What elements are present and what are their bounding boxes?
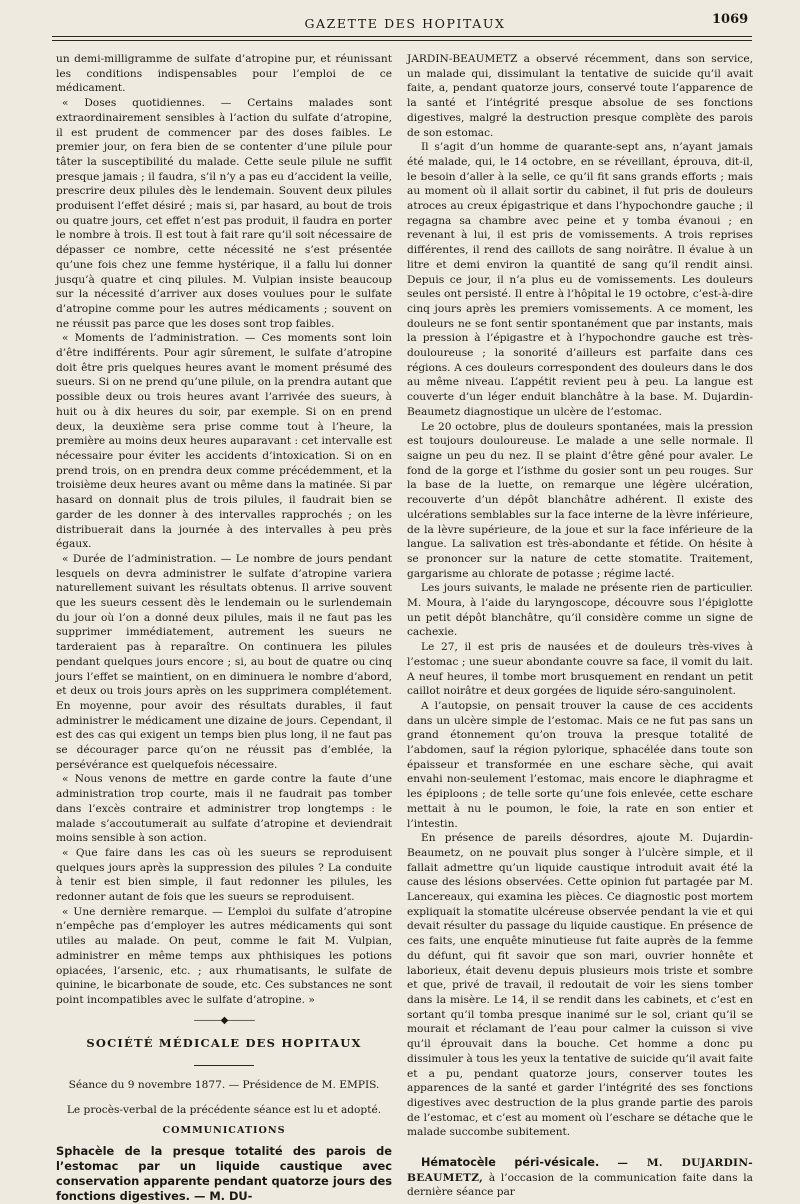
paragraph-duree: « Durée de l’administration. — Le nombre de jours pendant lesquels on devra administrer le sulfate d’atropine variera naturellement suivant les résultats obtenus. Il arrive souvent que les sueurs cessent dès le lendemain ou le surlendemain du jour où l’on a donné deux pilules, mais il ne faut pas les supprimer immédiatement, autrement les sueurs ne tarderaient pas à reparaître. On continuera les pilules pendant quelques jours encore ; si, au bout de quatre ou cinq jours l’effet se maintient, on en diminuera le nombre d’abord, et deux ou trois jours après on les supprimera complétement. En moyenne, pour avoir des résultats durables, il faut administrer le médicament une dizaine de jours. Cependant, il est des cas qui exigent un temps bien plus long, il ne faut pas se décourager parce qu’on ne réussit pas d’emblée, la persévérance est quelquefois nécessaire. xyxy=(56,552,392,771)
paragraph: Il s’agit d’un homme de quarante-sept ans, n’ayant jamais été malade, qui, le 14 octobre, en se réveillant, éprouva, dit-il, le besoin d’aller à la selle, ce qu’il fit sans grands efforts ; mais au moment où il allait sortir du cabinet, il fut pris de douleurs atroces au creux épigastrique et dans l’hypochondre gauche ; il regagna sa chambre avec peine et y tomba évanoui ; en revenant à lui, il est pris de vomissements. A trois reprises différentes, il rend des caillots de sang noirâtre. Il évalue à un litre et demi environ la quantité de sang qu’il rendit ainsi. Depuis ce jour, il n’a plus eu de vomissements. Les douleurs seules ont persisté. Il entre à l’hôpital le 19 octobre, c’est-à-dire cinq jours après les premiers vomissements. A ce moment, les douleurs ne se font sentir spontanément que par instants, mais la pression à l’épigastre et à l’hypochondre gauche est très-douloureuse ; la sonorité d’ailleurs est parfaite dans ces régions. A ces douleurs correspondent des douleurs dans le dos au même niveau. L’appétit revient peu à peu. La langue est couverte d’un léger enduit blanchâtre à la base. M. Dujardin-Beaumetz diagnostique un ulcère de l’estomac. xyxy=(407,141,753,418)
article-title: Sphacèle de la presque totalité des parois de l’estomac par un liquide caustique avec conservation apparente pendant quatorze jours des fonctions digestives. — M. DU- xyxy=(56,1144,392,1204)
article2-paragraph xyxy=(407,1156,753,1200)
session-line: Séance du 9 novembre 1877. — Présidence de M. EMPIS. xyxy=(68,1079,380,1092)
header-rule-double xyxy=(52,40,752,41)
society-title: SOCIÉTÉ MÉDICALE DES HOPITAUX xyxy=(86,1036,362,1051)
left-column xyxy=(56,52,392,1204)
paragraph: « Que faire dans les cas où les sueurs se reproduisent quelques jours après la suppression des pilules ? La conduite à tenir est bien simple, il faut redonner les pilules, les redonner autant de fois que les sueurs se reproduisent. xyxy=(56,846,392,904)
page-number: 1069 xyxy=(712,12,749,27)
section-separator: ———◆——— xyxy=(193,1014,255,1026)
paragraph: A l’autopsie, on pensait trouver la cause de ces accidents dans un ulcère simple de l’estomac. Mais ce ne fut pas sans un grand étonnement qu’on trouva la presque totalité de l’abdomen, sauf la région pylorique, sphacélée dans toute son épaisseur et transformée en une eschare sèche, qui avait envahi non-seulement l’estomac, mais encore le diaphragme et les épiploons ; de telle sorte qu’une fois enlevée, cette eschare mettait à nu le poumon, le foie, la rate en son entier et l’intestin. xyxy=(407,699,753,830)
paragraph-doses: « Doses quotidiennes. — Certains malades sont extraordinairement sensibles à l’action du sulfate d’atropine, il est prudent de commencer par des doses faibles. Le premier jour, on fera bien de se contenter d’une pilule pour tâter la susceptibilité du malade. Cette seule pilule ne suffit presque jamais ; il faudra, s’il n’y a pas eu d’accident la veille, prescrire deux pilules dès le lendemain. Souvent deux pilules produisent l’effet désiré ; mais si, par hasard, au bout de trois ou quatre jours, cet effet n’est pas produit, il faudra en porter le nombre à trois. Il est tout à fait rare qu’il soit nécessaire de dépasser ce nombre, cette nécessité ne s’est présentée qu’une fois chez une femme hystérique, il a fallu lui donner jusqu’à quatre et cinq pilules. M. Vulpian insiste beaucoup sur la nécessité d’arriver aux doses voulues pour le sulfate d’atropine comme pour les autres médicaments ; souvent on ne réussit pas parce que les doses sont trop faibles. xyxy=(56,97,392,330)
paragraph: Le 20 octobre, plus de douleurs spontanées, mais la pression est toujours douloureuse. Le malade a une selle normale. Il saigne un peu du nez. Il se plaint d’être gêné pour avaler. Le fond de la gorge et l’isthme du gosier sont un peu rouges. Sur la base de la luette, on remarque une légère ulcération, recouverte d’un dépôt blanchâtre adhérent. Il existe des ulcérations semblables sur la face interne de la lèvre inférieure, de la lèvre supérieure, de la joue et sur la face inférieure de la langue. La salivation est très-abondante et fétide. On hésite à se prononcer sur la nature de cette stomatite. Traitement, gargarisme au chlorate de potasse ; régime lacté. xyxy=(407,420,753,580)
paragraph: JARDIN-BEAUMETZ a observé récemment, dans son service, un malade qui, dissimulant la tentative de suicide qu’il avait faite, a, pendant quatorze jours, conservé toute l’apparence de la santé et l’intégrité presque absolue de ses fonctions digestives, malgré la destruction presque complète des parois de son estomac. xyxy=(407,53,753,139)
minutes-line: Le procès-verbal de la précédente séance est lu et adopté. xyxy=(66,1103,382,1116)
paragraph: un demi-milligramme de sulfate d’atropine pur, et réunissant les conditions indispensables pour l’emploi de ce médicament. xyxy=(56,53,392,95)
paragraph: Le 27, il est pris de nausées et de douleurs très-vives à l’estomac ; une sueur abondante couvre sa face, il vomit du lait. A neuf heures, il tombe mort brusquement en rendant un petit caillot noirâtre et deux gorgées de liquide séro-sanguinolent. xyxy=(407,641,753,698)
article2-author: — M. DUJARDIN-BEAUMETZ, xyxy=(407,1157,753,1184)
paragraph-remarque: « Une dernière remarque. — L’emploi du sulfate d’atropine n’empêche pas d’employer les autres médicaments qui sont utiles au malade. On peut, comme le fait M. Vulpian, administrer en même temps aux phthisiques les potions opiacées, l’arsenic, etc. ; aux rhumatisants, le sulfate de quinine, le bicarbonate de soude, etc. Ces substances ne sont point incompatibles avec le sulfate d’atropine. » xyxy=(56,905,392,1006)
paragraph: En présence de pareils désordres, ajoute M. Dujardin-Beaumetz, on ne pouvait plus songer à l’ulcère simple, et il fallait admettre qu’un liquide caustique introduit avait été la cause des lésions observées. Cette opinion fut partagée par M. Lancereaux, qui examina les pièces. Ce diagnostic post mortem expliquait la stomatite ulcéreuse observée pendant la vie et qui devait résulter du passage du liquide caustique. En présence de ces faits, une enquête minutieuse fut faite auprès de la femme du défunt, qui fit savoir que son mari, ouvrier honnête et laborieux, était devenu depuis plusieurs mois triste et sombre et que, privé de travail, il redoutait de voir les siens tomber dans la misère. Le 14, il se rendit dans les cabinets, et c’est en sortant qu’il tomba presque inanimé sur le sol, criant qu’il se mourait et réclamant de l’eau pour calmer la cuisson si vive qu’il éprouvait dans la bouche. Cet homme a donc pu dissimuler à tous les yeux la tentative de suicide qu’il avait faite et a pu, pendant quatorze jours, conserver toutes les apparences de la santé et garder l’intégrité des ses fonctions digestives avec destruction de la plus grande partie des parois de l’estomac, et c’est au moment où l’eschare se détache que le malade succombe subitement. xyxy=(407,832,753,1139)
article2-title: Hématocèle péri-vésicale. xyxy=(421,1156,600,1170)
header-rule xyxy=(52,36,752,37)
communications-heading: COMMUNICATIONS xyxy=(162,1124,286,1136)
paragraph: Les jours suivants, le malade ne présente rien de particulier. M. Moura, à l’aide du laryngoscope, découvre sous l’épiglotte un petit dépôt blanchâtre, qu’il considère comme un signe de cachexie. xyxy=(407,582,753,639)
right-column xyxy=(407,52,753,1200)
paragraph: « Nous venons de mettre en garde contre la faute d’une administration trop courte, mais il ne faudrait pas tomber dans l’excès contraire et administrer trop longtemps : le malade s’accoutumerait au sulfate d’atropine et deviendrait moins sensible à son action. xyxy=(56,773,392,845)
running-title: GAZETTE DES HOPITAUX xyxy=(304,16,506,31)
paragraph-moments: « Moments de l’administration. — Ces moments sont loin d’être indifférents. Pour agir sûrement, le sulfate d’atropine doit être pris quelques heures avant le moment présumé des sueurs. Si on ne prend qu’une pilule, on la prendra autant que possible deux ou trois heures avant l’arrivée des sueurs, à huit ou à dix heures du soir, par exemple. Si on en prend deux, la deuxième sera prise comme tout à l’heure, la première au moins deux heures auparavant : cet intervalle est nécessaire pour éviter les accidents d’intoxication. Si on en prend trois, on en prendra deux comme précédemment, et la troisième deux heures avant ou même dans la matinée. Si par hasard on donnait plus de trois pilules, il faudrait bien se garder de les donner à des intervalles rapprochés ; on les distribuerait dans la journée à des intervalles à peu près égaux. xyxy=(56,332,392,551)
divider xyxy=(194,1065,254,1066)
article2-text: à l’occasion de la communication faite dans la dernière séance par xyxy=(407,1171,753,1199)
